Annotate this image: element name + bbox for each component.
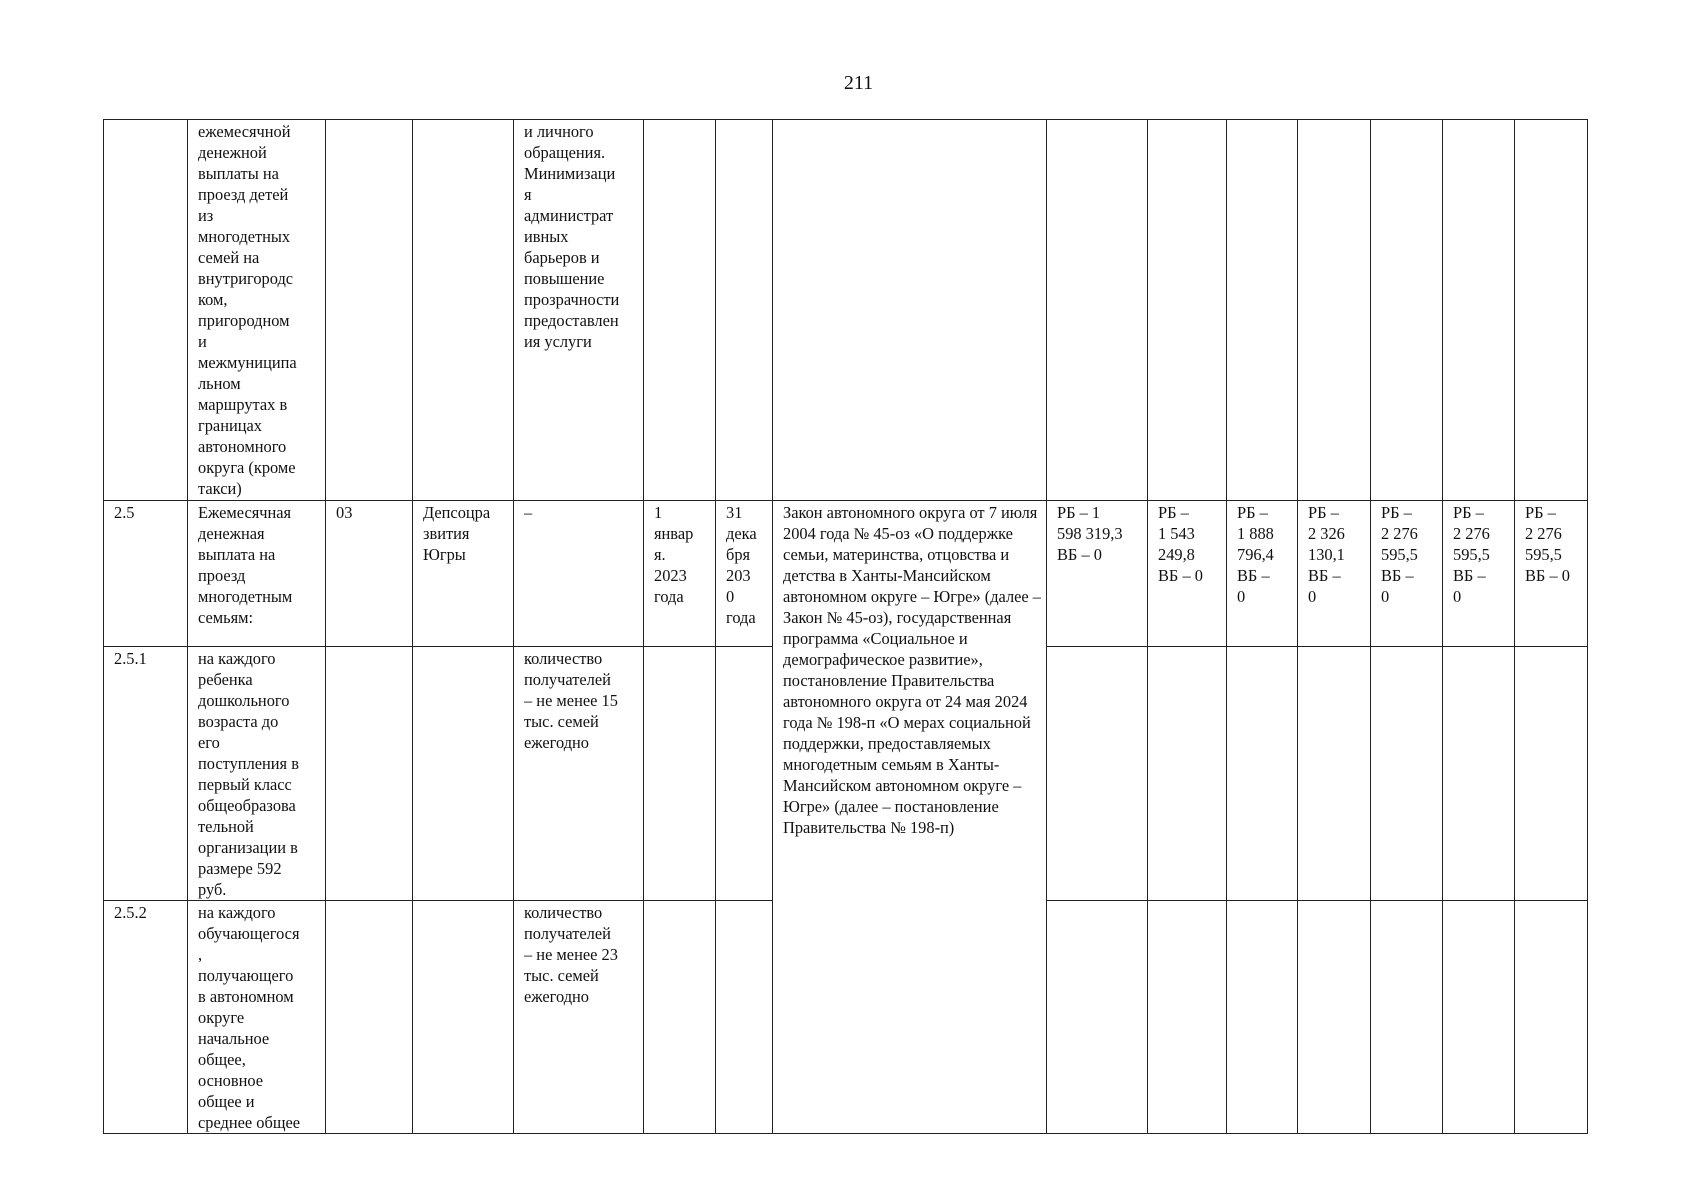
cell-start bbox=[644, 647, 716, 901]
cell-num: 2.5.1 bbox=[104, 647, 188, 901]
cell-2029 bbox=[1443, 120, 1515, 501]
cell-num: 2.5.2 bbox=[104, 901, 188, 1134]
cell-2028 bbox=[1371, 901, 1443, 1134]
cell-2024 bbox=[1047, 647, 1148, 901]
cell-law bbox=[773, 120, 1047, 501]
cell-2029 bbox=[1443, 647, 1515, 901]
cell-2030 bbox=[1515, 120, 1588, 501]
cell-2025 bbox=[1148, 647, 1227, 901]
cell-result: – bbox=[514, 501, 644, 647]
measures-table bbox=[103, 119, 1588, 1134]
cell-2026: РБ – 1 888 796,4 ВБ – 0 bbox=[1227, 501, 1298, 647]
cell-2026 bbox=[1227, 647, 1298, 901]
cell-start bbox=[644, 901, 716, 1134]
cell-2024 bbox=[1047, 120, 1148, 501]
cell-2027 bbox=[1298, 120, 1371, 501]
cell-2029: РБ – 2 276 595,5 ВБ – 0 bbox=[1443, 501, 1515, 647]
cell-end bbox=[716, 647, 773, 901]
cell-2028 bbox=[1371, 120, 1443, 501]
cell-law: Закон автономного округа от 7 июля 2004 года № 45-оз «О поддержке семьи, материнства, отцовства и детства в Ханты-Мансийском автономном округе – Югре» (далее – Закон № 45-оз), государственная программа «Социальное и демографическое развитие», постановление Правительства автономного округа от 24 мая 2024 года № 198-п «О мерах социальной поддержки, предоставляемых многодетным семьям в Ханты-Мансийском автономном округе – Югре» (далее – постановление Правительства № 198-п) bbox=[773, 501, 1047, 1134]
cell-2029 bbox=[1443, 901, 1515, 1134]
cell-2025: РБ – 1 543 249,8 ВБ – 0 bbox=[1148, 501, 1227, 647]
cell-executor: Депсоцра звития Югры bbox=[413, 501, 514, 647]
cell-executor bbox=[413, 647, 514, 901]
cell-name: ежемесячной денежной выплаты на проезд детей из многодетных семей на внутригородс ком, пригородном и межмуниципа льном маршрутах в границах автономного округа (кроме такси) bbox=[188, 120, 326, 501]
cell-2030: РБ – 2 276 595,5 ВБ – 0 bbox=[1515, 501, 1588, 647]
cell-code: 03 bbox=[326, 501, 413, 647]
cell-2025 bbox=[1148, 120, 1227, 501]
cell-name: Ежемесячная денежная выплата на проезд многодетным семьям: bbox=[188, 501, 326, 647]
cell-end bbox=[716, 120, 773, 501]
cell-result: и личного обращения. Минимизаци я администрат ивных барьеров и повышение прозрачности предоставлен ия услуги bbox=[514, 120, 644, 501]
table-row-continuation bbox=[104, 120, 1588, 501]
cell-code bbox=[326, 647, 413, 901]
cell-2024 bbox=[1047, 901, 1148, 1134]
cell-2027: РБ – 2 326 130,1 ВБ – 0 bbox=[1298, 501, 1371, 647]
page-number: 211 bbox=[843, 72, 874, 94]
cell-end: 31 дека бря 203 0 года bbox=[716, 501, 773, 647]
cell-2025 bbox=[1148, 901, 1227, 1134]
cell-result: количество получателей – не менее 15 тыс. семей ежегодно bbox=[514, 647, 644, 901]
cell-2030 bbox=[1515, 901, 1588, 1134]
cell-2028: РБ – 2 276 595,5 ВБ – 0 bbox=[1371, 501, 1443, 647]
cell-num: 2.5 bbox=[104, 501, 188, 647]
cell-start: 1 январ я. 2023 года bbox=[644, 501, 716, 647]
cell-name: на каждого ребенка дошкольного возраста до его поступления в первый класс общеобразова тельной организации в размере 592 руб. bbox=[188, 647, 326, 901]
cell-code bbox=[326, 901, 413, 1134]
cell-executor bbox=[413, 901, 514, 1134]
cell-2026 bbox=[1227, 901, 1298, 1134]
cell-2024: РБ – 1 598 319,3 ВБ – 0 bbox=[1047, 501, 1148, 647]
cell-start bbox=[644, 120, 716, 501]
cell-2028 bbox=[1371, 647, 1443, 901]
cell-2026 bbox=[1227, 120, 1298, 501]
table-row-2-5 bbox=[104, 501, 1588, 647]
cell-result: количество получателей – не менее 23 тыс. семей ежегодно bbox=[514, 901, 644, 1134]
cell-executor bbox=[413, 120, 514, 501]
cell-end bbox=[716, 901, 773, 1134]
cell-name: на каждого обучающегося , получающего в автономном округе начальное общее, основное общее и среднее общее bbox=[188, 901, 326, 1134]
cell-num bbox=[104, 120, 188, 501]
cell-2027 bbox=[1298, 901, 1371, 1134]
cell-2030 bbox=[1515, 647, 1588, 901]
cell-2027 bbox=[1298, 647, 1371, 901]
cell-code bbox=[326, 120, 413, 501]
